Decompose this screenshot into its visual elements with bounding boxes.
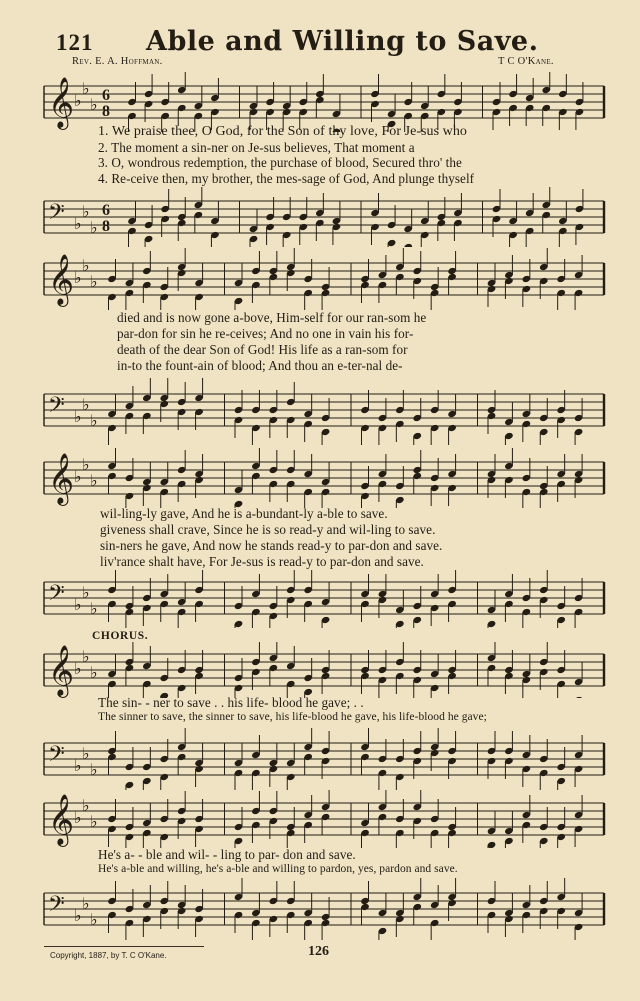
bass-clef-icon: 𝄢 <box>48 200 65 230</box>
verse-line <box>0 171 640 187</box>
chorus-line <box>0 711 640 727</box>
treble-staff <box>0 248 640 310</box>
flat-icon: ♭ <box>90 760 98 779</box>
hymn-title: Able and Willing to Save. <box>146 26 539 57</box>
flat-icon: ♭ <box>90 95 98 114</box>
flat-icon: ♭ <box>82 796 90 815</box>
words-credit: Rev. E. A. Hoffman. <box>72 56 163 67</box>
chorus-line <box>0 695 640 711</box>
flat-icon: ♭ <box>74 214 82 233</box>
flat-icon: ♭ <box>82 202 90 221</box>
treble-staff <box>0 790 640 848</box>
treble-clef-icon: 𝄞 <box>48 794 75 845</box>
flat-icon: ♭ <box>74 808 82 827</box>
flat-icon: ♭ <box>90 218 98 237</box>
time-signature-digit: 6 <box>102 202 110 219</box>
verse-3-line-2: death of the dear Son of God! His life as a ran-som for <box>117 342 408 357</box>
flat-icon: ♭ <box>90 471 98 490</box>
flat-icon: ♭ <box>82 647 90 666</box>
flat-icon: ♭ <box>90 411 98 430</box>
verse-line <box>0 326 640 342</box>
music-credit: T C O'Kane. <box>498 56 554 67</box>
flat-icon: ♭ <box>90 910 98 929</box>
bass-staff <box>0 878 640 940</box>
footer-rule <box>44 946 204 947</box>
bass-staff <box>0 728 640 790</box>
chorus-soprano-line-2: He's a- - ble and wil- - ling to par- don and save. <box>98 847 356 862</box>
verse-1-line-2: died and is now gone a-bove, Him-self for our ran-som he <box>117 310 427 325</box>
treble-staff <box>0 448 640 508</box>
verse-line <box>0 538 640 554</box>
chorus-line <box>0 863 640 879</box>
treble-clef-icon: 𝄞 <box>48 254 75 305</box>
chorus-bass-line-2: He's a-ble and willing, he's a-ble and willing to pardon, yes, pardon and save. <box>98 863 458 875</box>
verse-line <box>0 124 640 140</box>
flat-icon: ♭ <box>90 663 98 682</box>
verse-line <box>0 155 640 171</box>
treble-clef-icon: 𝄞 <box>48 453 75 504</box>
hymn-number: 121 <box>56 30 94 55</box>
time-signature-digit: 6 <box>102 87 110 104</box>
verse-3-line-3: sin-ners he gave, And now he stands read-y to par-don and save. <box>100 538 443 553</box>
flat-icon: ♭ <box>90 599 98 618</box>
bass-staff <box>0 187 640 247</box>
flat-icon: ♭ <box>90 812 98 831</box>
bass-clef-icon: 𝄢 <box>48 393 65 423</box>
flat-icon: ♭ <box>82 256 90 275</box>
verse-line <box>0 342 640 358</box>
verse-4-line-2: in-to the fount-ain of blood; And thou an e-ter-nal de- <box>117 358 403 373</box>
chorus-line <box>0 847 640 863</box>
treble-clef-icon: 𝄞 <box>48 77 75 128</box>
verse-line <box>0 310 640 326</box>
flat-icon: ♭ <box>82 395 90 414</box>
flat-icon: ♭ <box>74 407 82 426</box>
copyright-notice: Copyright, 1887, by T. C O'Kane. <box>50 951 167 960</box>
verse-4-line-3: liv'rance shalt have, For Je-sus is read-y to par-don and save. <box>100 554 424 569</box>
flat-icon: ♭ <box>82 79 90 98</box>
bass-staff <box>0 568 640 628</box>
verse-1-line-1: 1. We praise thee, O God, for the Son of thy love, For Je-sus who <box>98 124 467 139</box>
chorus-soprano-line-1: The sin- - ner to save . . his life- blood he gave; . . <box>98 695 364 710</box>
chorus-label: CHORUS. <box>92 630 149 642</box>
verse-line <box>0 506 640 522</box>
verse-2-line-2: par-don for sin he re-ceives; And no one in vain his for- <box>117 326 414 341</box>
verse-2-line-1: 2. The moment a sin-ner on Je-sus believes, That moment a <box>98 140 415 155</box>
flat-icon: ♭ <box>74 268 82 287</box>
verse-3-line-1: 3. O, wondrous redemption, the purchase of blood, Secured thro' the <box>98 155 462 170</box>
flat-icon: ♭ <box>74 467 82 486</box>
treble-staff <box>0 642 640 698</box>
flat-icon: ♭ <box>74 659 82 678</box>
page-number: 126 <box>308 944 329 959</box>
bass-clef-icon: 𝄢 <box>48 581 65 611</box>
verse-4-line-1: 4. Re-ceive then, my brother, the mes-sage of God, And plunge thyself <box>98 171 475 186</box>
flat-icon: ♭ <box>74 91 82 110</box>
flat-icon: ♭ <box>90 272 98 291</box>
verse-line <box>0 522 640 538</box>
bass-staff <box>0 375 640 445</box>
treble-clef-icon: 𝄞 <box>48 645 75 696</box>
flat-icon: ♭ <box>74 906 82 925</box>
flat-icon: ♭ <box>74 595 82 614</box>
time-signature-digit: 8 <box>102 218 110 235</box>
flat-icon: ♭ <box>82 744 90 763</box>
time-signature-digit: 8 <box>102 103 110 120</box>
bass-clef-icon: 𝄢 <box>48 892 65 922</box>
flat-icon: ♭ <box>82 583 90 602</box>
flat-icon: ♭ <box>82 455 90 474</box>
verse-line <box>0 140 640 156</box>
verse-2-line-3: giveness shall crave, Since he is so read-y and wil-ling to save. <box>100 522 436 537</box>
verse-line <box>0 358 640 374</box>
flat-icon: ♭ <box>82 894 90 913</box>
chorus-bass-line-1: The sinner to save, the sinner to save, his life-blood he gave, his life-blood he gave; <box>98 711 487 723</box>
note-head <box>403 243 413 247</box>
treble-staff <box>0 72 640 132</box>
verse-1-line-3: wil-ling-ly gave, And he is a-bundant-ly a-ble to save. <box>100 506 388 521</box>
bass-clef-icon: 𝄢 <box>48 742 65 772</box>
flat-icon: ♭ <box>74 756 82 775</box>
